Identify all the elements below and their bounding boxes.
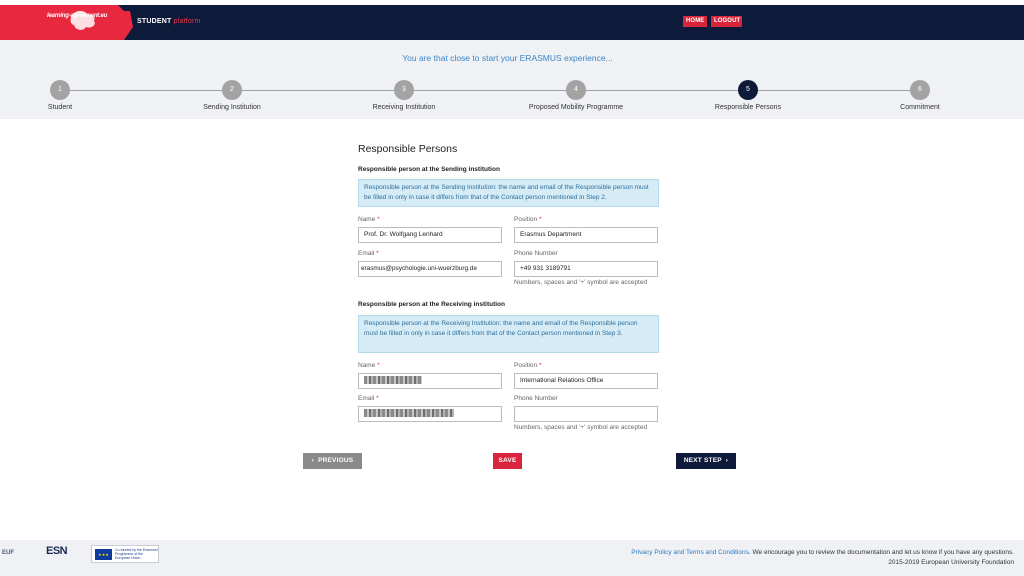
- step-4-circle: 4: [566, 80, 586, 100]
- step-5-circle: 5: [738, 80, 758, 100]
- receiving-info-box: Responsible person at the Receiving Institution: the name and email of the Responsible person must be filled in only in case it differs from that of the Contact person mentioned in Step 3.: [358, 315, 659, 353]
- app-name: [137, 18, 201, 25]
- required-mark: *: [376, 395, 379, 402]
- logo-text: learning-agreement.eu: [47, 13, 108, 19]
- save-button[interactable]: SAVE: [493, 453, 522, 469]
- eu-cofunded-logo: [91, 545, 159, 563]
- app-name-suffix: platform: [173, 18, 201, 25]
- receiving-name-label-text: Name: [358, 362, 376, 369]
- sending-phone-input[interactable]: +49 931 3189791: [514, 261, 658, 277]
- footer-notice-line: [631, 548, 1014, 558]
- step-connector-line: [60, 90, 921, 91]
- esn-logo[interactable]: ESN: [46, 545, 68, 557]
- sending-section-title: Responsible person at the Sending institution: [358, 166, 500, 173]
- footer-text: [631, 548, 1014, 568]
- previous-button-label: PREVIOUS: [318, 457, 354, 464]
- receiving-phone-input[interactable]: [514, 406, 658, 422]
- logout-button[interactable]: LOGOUT: [711, 16, 742, 27]
- redacted-name: [364, 376, 422, 384]
- step-6-circle: 6: [910, 80, 930, 100]
- sending-email-label-text: Email: [358, 250, 375, 257]
- home-button[interactable]: HOME: [683, 16, 707, 27]
- sending-name-label: [358, 216, 380, 223]
- step-3-circle: 3: [394, 80, 414, 100]
- redacted-email: [364, 409, 454, 417]
- receiving-phone-hint: Numbers, spaces and '+' symbol are accepted: [514, 424, 648, 431]
- receiving-position-input[interactable]: International Relations Office: [514, 373, 658, 389]
- receiving-section-title: Responsible person at the Receiving institution: [358, 301, 505, 308]
- sending-info-box: Responsible person at the Sending Institution: the name and email of the Responsible person must be filled in only in case it differs from that of the Contact person mentioned in Step 2.: [358, 179, 659, 207]
- previous-button[interactable]: [303, 453, 362, 469]
- eu-cofunded-text: Co-funded by the Erasmus+ Programme of the European Union: [115, 548, 159, 561]
- receiving-position-label-text: Position: [514, 362, 538, 369]
- step-1-label: Student: [47, 104, 73, 111]
- required-mark: *: [538, 216, 542, 223]
- tagline: You are that close to start your ERASMUS experience...: [402, 53, 613, 63]
- receiving-name-input[interactable]: [358, 373, 502, 389]
- required-mark: *: [377, 362, 380, 369]
- eu-flag-icon: ★★★: [95, 549, 112, 560]
- sending-position-label-text: Position: [514, 216, 538, 223]
- chevron-right-icon: ›: [725, 457, 729, 464]
- sending-email-input[interactable]: erasmus@psychologie.uni-wuerzburg.de: [358, 261, 502, 277]
- form-title: Responsible Persons: [358, 143, 458, 155]
- required-mark: *: [377, 216, 380, 223]
- step-4-label: Proposed Mobility Programme: [528, 104, 624, 111]
- receiving-email-label: [358, 395, 379, 402]
- sending-position-input[interactable]: Erasmus Department: [514, 227, 658, 243]
- sending-name-label-text: Name: [358, 216, 376, 223]
- site-logo[interactable]: [0, 5, 135, 40]
- step-1-circle: 1: [50, 80, 70, 100]
- step-5-label: Responsible Persons: [714, 104, 782, 111]
- euf-logo[interactable]: EUF: [2, 550, 14, 556]
- step-2-circle: 2: [222, 80, 242, 100]
- step-3-label: Receiving Institution: [372, 104, 436, 111]
- footer-copyright: 2015-2019 European University Foundation: [888, 559, 1014, 566]
- next-step-button[interactable]: [676, 453, 736, 469]
- step-2-label: Sending Institution: [203, 104, 261, 111]
- sending-phone-hint: Numbers, spaces and '+' symbol are accepted: [514, 279, 648, 286]
- receiving-name-label: [358, 362, 380, 369]
- receiving-phone-label: Phone Number: [514, 395, 558, 402]
- chevron-left-icon: ‹: [311, 457, 315, 464]
- footer-notice: . We encourage you to review the documentation and let us know if you have any questions.: [748, 549, 1014, 556]
- sending-position-label: [514, 216, 541, 223]
- app-name-main: STUDENT: [137, 18, 172, 25]
- next-step-button-label: NEXT STEP: [683, 457, 722, 464]
- sending-phone-label: Phone Number: [514, 250, 558, 257]
- receiving-email-input[interactable]: [358, 406, 502, 422]
- privacy-terms-link[interactable]: Privacy Policy and Terms and Conditions: [631, 549, 749, 556]
- receiving-email-label-text: Email: [358, 395, 375, 402]
- required-mark: *: [538, 362, 542, 369]
- sending-name-input[interactable]: Prof. Dr. Wolfgang Lenhard: [358, 227, 502, 243]
- receiving-position-label: [514, 362, 541, 369]
- sending-email-label: [358, 250, 379, 257]
- step-6-label: Commitment: [900, 104, 940, 111]
- required-mark: *: [376, 250, 379, 257]
